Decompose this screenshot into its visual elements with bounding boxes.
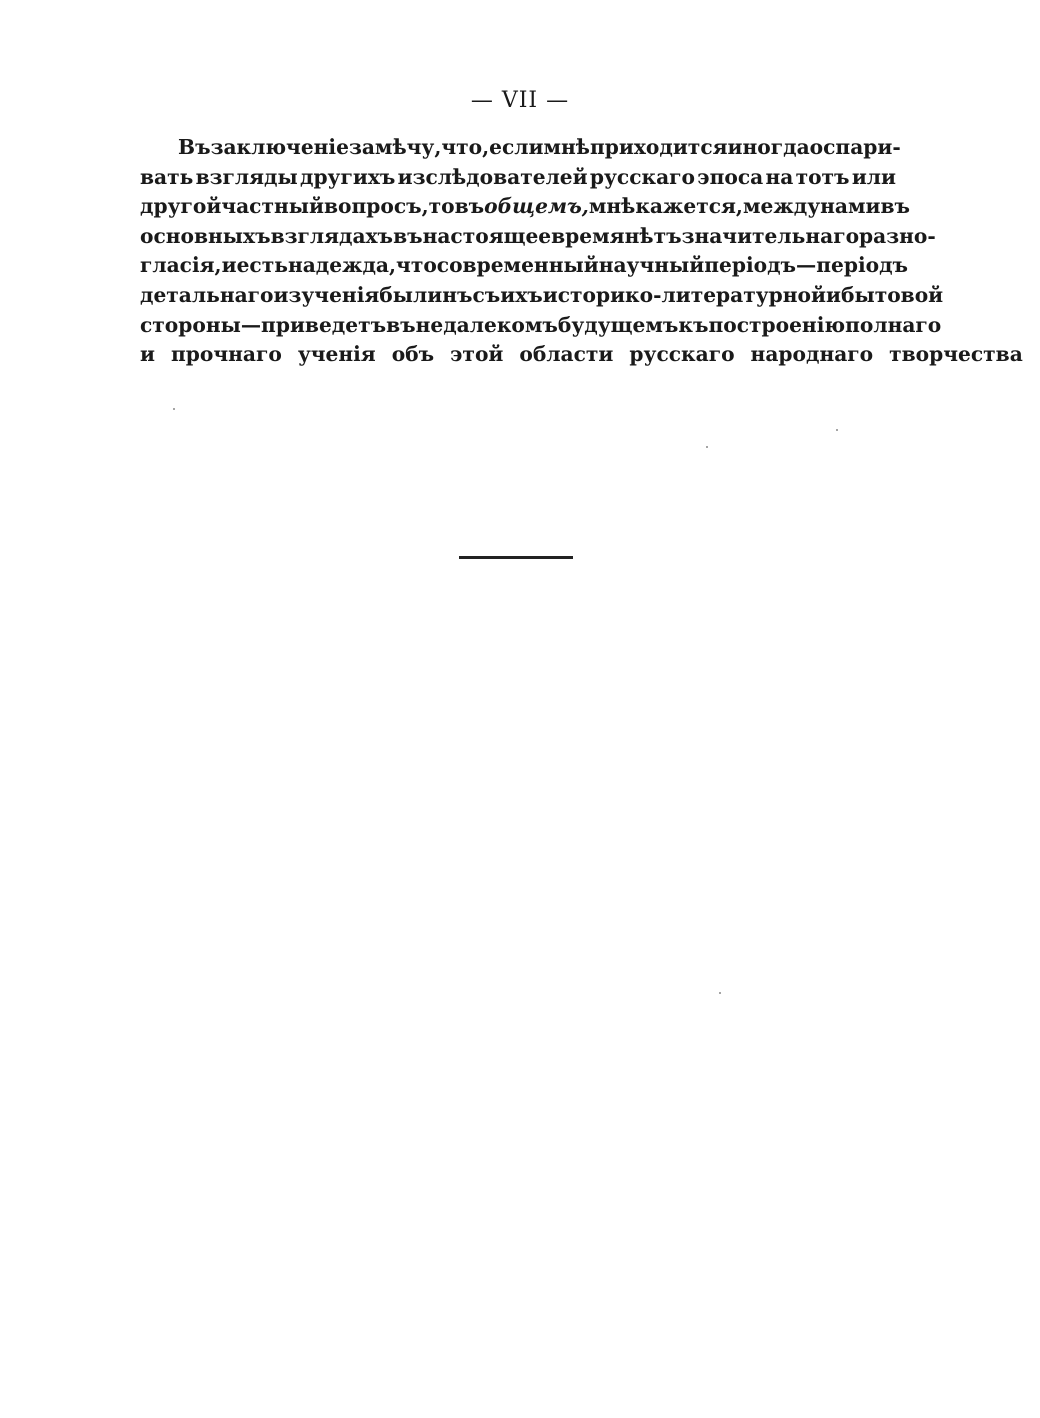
paragraph-word: современный bbox=[436, 253, 599, 278]
paragraph-word: что, bbox=[441, 135, 490, 159]
paragraph-word: прочнаго bbox=[170, 342, 282, 367]
paragraph-word: другой bbox=[140, 194, 222, 219]
paragraph-word: настоящее bbox=[422, 223, 552, 248]
paragraph-line bbox=[140, 133, 901, 163]
paragraph-word: области bbox=[519, 342, 614, 367]
paragraph-word: или bbox=[851, 164, 896, 189]
paragraph-line bbox=[140, 251, 909, 281]
paragraph-word: стороны bbox=[140, 312, 241, 337]
paragraph-line bbox=[140, 163, 896, 193]
scan-speck bbox=[706, 446, 708, 448]
paragraph-word: тотъ bbox=[795, 164, 850, 189]
paragraph-word: основныхъ bbox=[140, 223, 271, 248]
paragraph-word: — bbox=[240, 312, 262, 337]
paragraph-word: построенію bbox=[708, 312, 846, 337]
scan-speck bbox=[173, 408, 175, 410]
paragraph-word: замѣчу, bbox=[348, 135, 442, 159]
paragraph-word: въ bbox=[454, 194, 485, 219]
paragraph-word: и bbox=[826, 282, 841, 307]
paragraph-line bbox=[140, 281, 944, 311]
paragraph-word: изученія bbox=[273, 282, 380, 307]
paragraph-word: разно- bbox=[859, 223, 936, 248]
paragraph-word: взглядахъ bbox=[270, 223, 394, 248]
paragraph-word: русскаго bbox=[589, 164, 696, 189]
paragraph-word: народнаго bbox=[750, 342, 874, 367]
paragraph-word: оспари- bbox=[809, 135, 901, 159]
paragraph-word: мнѣ bbox=[588, 194, 636, 219]
paragraph-word: къ bbox=[678, 312, 709, 337]
paragraph-word: частный bbox=[221, 194, 324, 219]
body-paragraph bbox=[140, 133, 1023, 370]
paragraph-word: будущемъ bbox=[557, 312, 679, 337]
paragraph-word: вать bbox=[140, 164, 194, 189]
paragraph-line bbox=[140, 192, 911, 222]
paragraph-word: между bbox=[742, 194, 821, 219]
paragraph-word: творчества bbox=[889, 342, 1023, 367]
paragraph-word: мнѣ bbox=[543, 135, 591, 159]
paragraph-word: вопросъ, bbox=[323, 194, 429, 219]
paragraph-word: изслѣдователей bbox=[397, 164, 588, 189]
paragraph-word: иногда bbox=[727, 135, 810, 159]
paragraph-word: періодъ bbox=[816, 253, 909, 278]
paragraph-word: въ bbox=[386, 312, 416, 337]
paragraph-word: есть bbox=[236, 253, 288, 278]
paragraph-word: бытовой bbox=[841, 282, 944, 307]
paragraph-word: періодъ bbox=[704, 253, 797, 278]
page-number: — VII — bbox=[470, 88, 570, 113]
paragraph-word: — bbox=[796, 253, 817, 278]
paragraph-word: Въ bbox=[178, 135, 211, 159]
paragraph-word: полнаго bbox=[845, 312, 942, 337]
paragraph-word: въ bbox=[393, 223, 423, 248]
paragraph-word: детальнаго bbox=[140, 282, 274, 307]
paragraph-word: недалекомъ bbox=[415, 312, 558, 337]
paragraph-word: съ bbox=[472, 282, 501, 307]
paragraph-word: время bbox=[551, 223, 625, 248]
paragraph-word: приведетъ bbox=[261, 312, 387, 337]
paragraph-line bbox=[140, 311, 942, 341]
scan-speck bbox=[719, 992, 721, 994]
paragraph-word: этой bbox=[450, 342, 504, 367]
paragraph-word: значительнаго bbox=[681, 223, 860, 248]
paragraph-word: гласія, bbox=[140, 253, 222, 278]
paragraph-word: если bbox=[489, 135, 544, 159]
paragraph-line bbox=[140, 340, 1023, 370]
paragraph-word: другихъ bbox=[299, 164, 396, 189]
paragraph-word: въ bbox=[880, 194, 911, 219]
paragraph-word: то bbox=[428, 194, 455, 219]
section-divider-rule bbox=[459, 556, 573, 559]
paragraph-word: на bbox=[765, 164, 794, 189]
paragraph-word: заключеніе bbox=[210, 135, 349, 159]
paragraph-word: научный bbox=[598, 253, 705, 278]
paragraph-word: что bbox=[396, 253, 437, 278]
paragraph-word: ихъ bbox=[500, 282, 543, 307]
paragraph-word: взгляды bbox=[195, 164, 298, 189]
paragraph-word: приходится bbox=[590, 135, 728, 159]
paragraph-word: ученія bbox=[297, 342, 376, 367]
paragraph-word: историко-литературной bbox=[542, 282, 827, 307]
paragraph-word: эпоса bbox=[697, 164, 764, 189]
scan-speck bbox=[836, 429, 838, 431]
paragraph-word: нѣтъ bbox=[624, 223, 682, 248]
paragraph-word: нами bbox=[820, 194, 881, 219]
paragraph-word: и bbox=[140, 342, 155, 367]
paragraph-word: общемъ, bbox=[484, 194, 589, 219]
paragraph-word: кажется, bbox=[635, 194, 743, 219]
paragraph-word: русскаго bbox=[629, 342, 735, 367]
paragraph-word: надежда, bbox=[287, 253, 397, 278]
paragraph-word: и bbox=[221, 253, 237, 278]
paragraph-word: объ bbox=[391, 342, 435, 367]
paragraph-line bbox=[140, 222, 936, 252]
paragraph-word: былинъ bbox=[379, 282, 473, 307]
